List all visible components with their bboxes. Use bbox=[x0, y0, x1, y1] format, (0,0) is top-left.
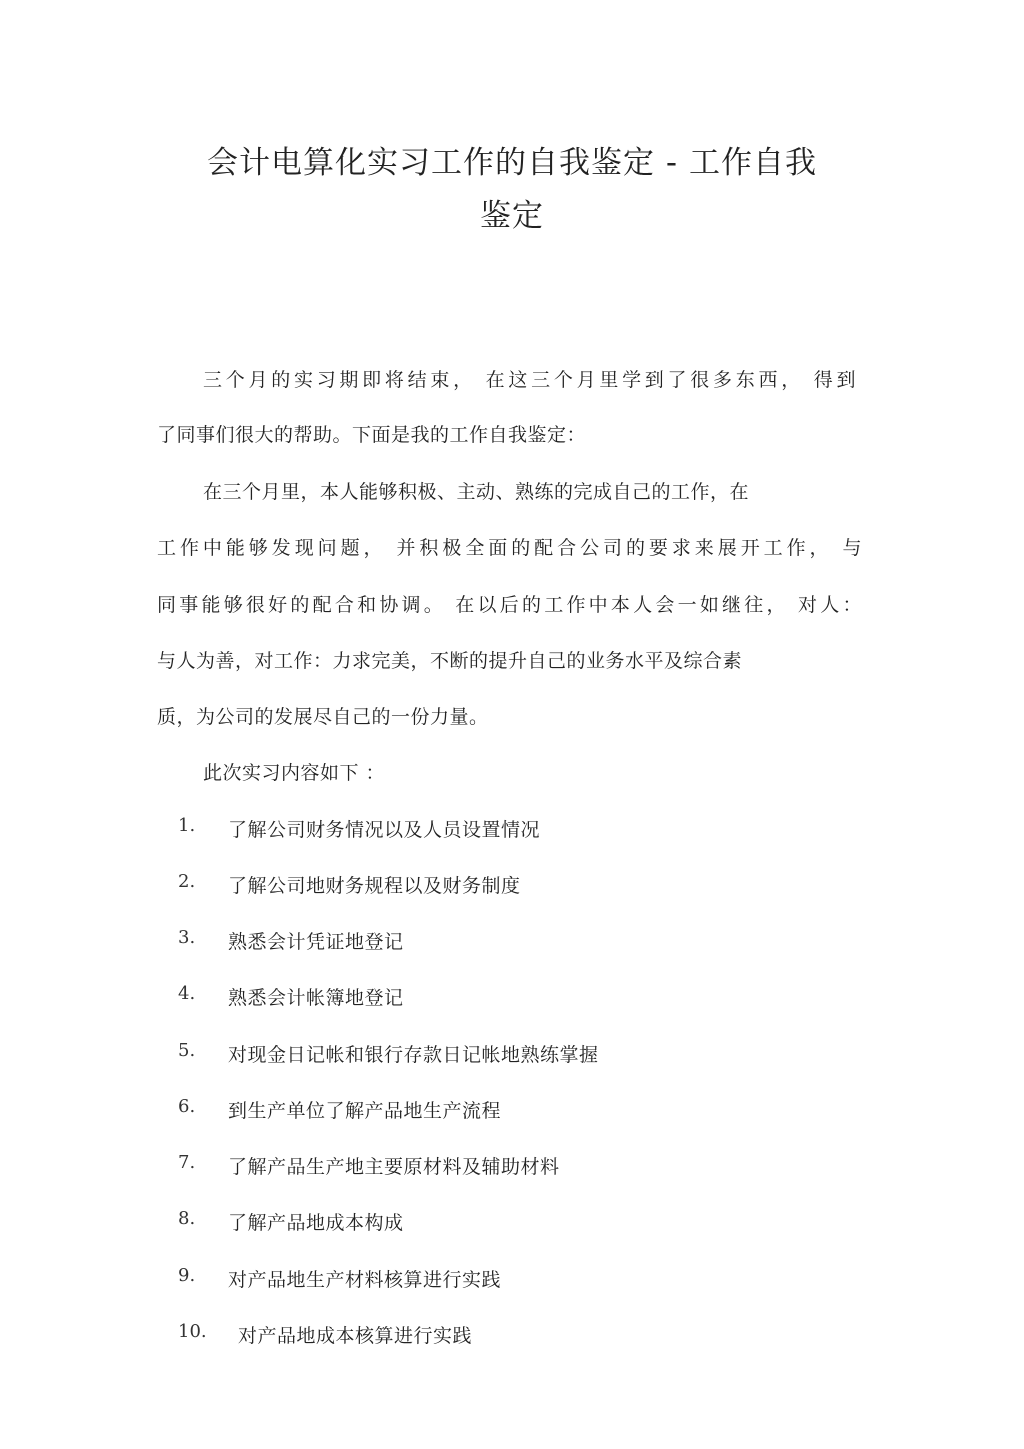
paragraph-line: 三个月的实习期即将结束， 在这三个月里学到了很多东西， 得到 bbox=[203, 369, 856, 391]
list-item-number: 3. bbox=[178, 927, 196, 948]
list-item-text: 对产品地生产材料核算进行实践 bbox=[228, 1269, 502, 1291]
list-item-number: 8. bbox=[178, 1208, 196, 1229]
list-item-text: 了解公司财务情况以及人员设置情况 bbox=[228, 819, 541, 841]
list-item-text: 了解产品生产地主要原材料及辅助材料 bbox=[228, 1156, 560, 1178]
list-item-text: 对现金日记帐和银行存款日记帐地熟练掌握 bbox=[228, 1044, 599, 1066]
paragraph-line: 质，为公司的发展尽自己的一份力量。 bbox=[157, 706, 489, 728]
paragraph-line: 同事能够很好的配合和协调。 在以后的工作中本人会一如继往， 对人： bbox=[157, 594, 862, 616]
paragraph-line: 了同事们很大的帮助。下面是我的工作自我鉴定： bbox=[157, 424, 587, 446]
paragraph-line: 工作中能够发现问题， 并积极全面的配合公司的要求来展开工作， 与 bbox=[157, 537, 862, 559]
list-item-text: 熟悉会计凭证地登记 bbox=[228, 931, 404, 953]
paragraph-line: 在三个月里，本人能够积极、主动、熟练的完成自己的工作，在 bbox=[203, 481, 750, 503]
list-item-text: 了解公司地财务规程以及财务制度 bbox=[228, 875, 521, 897]
document-title-line-2: 鉴定 bbox=[480, 198, 544, 234]
list-item-text: 对产品地成本核算进行实践 bbox=[238, 1325, 473, 1347]
list-item-number: 10. bbox=[178, 1321, 207, 1342]
list-item-number: 1. bbox=[178, 815, 196, 836]
paragraph-line: 与人为善，对工作：力求完美，不断的提升自己的业务水平及综合素 bbox=[157, 650, 743, 672]
list-item-text: 了解产品地成本构成 bbox=[228, 1212, 404, 1234]
list-item-number: 5. bbox=[178, 1040, 196, 1061]
list-item-text: 熟悉会计帐簿地登记 bbox=[228, 987, 404, 1009]
list-item-text: 到生产单位了解产品地生产流程 bbox=[228, 1100, 502, 1122]
list-item-number: 4. bbox=[178, 983, 196, 1004]
list-item-number: 6. bbox=[178, 1096, 196, 1117]
list-item-number: 9. bbox=[178, 1265, 196, 1286]
list-item-number: 7. bbox=[178, 1152, 196, 1173]
list-intro: 此次实习内容如下 ： bbox=[203, 762, 386, 784]
list-item-number: 2. bbox=[178, 871, 196, 892]
document-title-line-1: 会计电算化实习工作的自我鉴定 - 工作自我 bbox=[207, 145, 817, 181]
